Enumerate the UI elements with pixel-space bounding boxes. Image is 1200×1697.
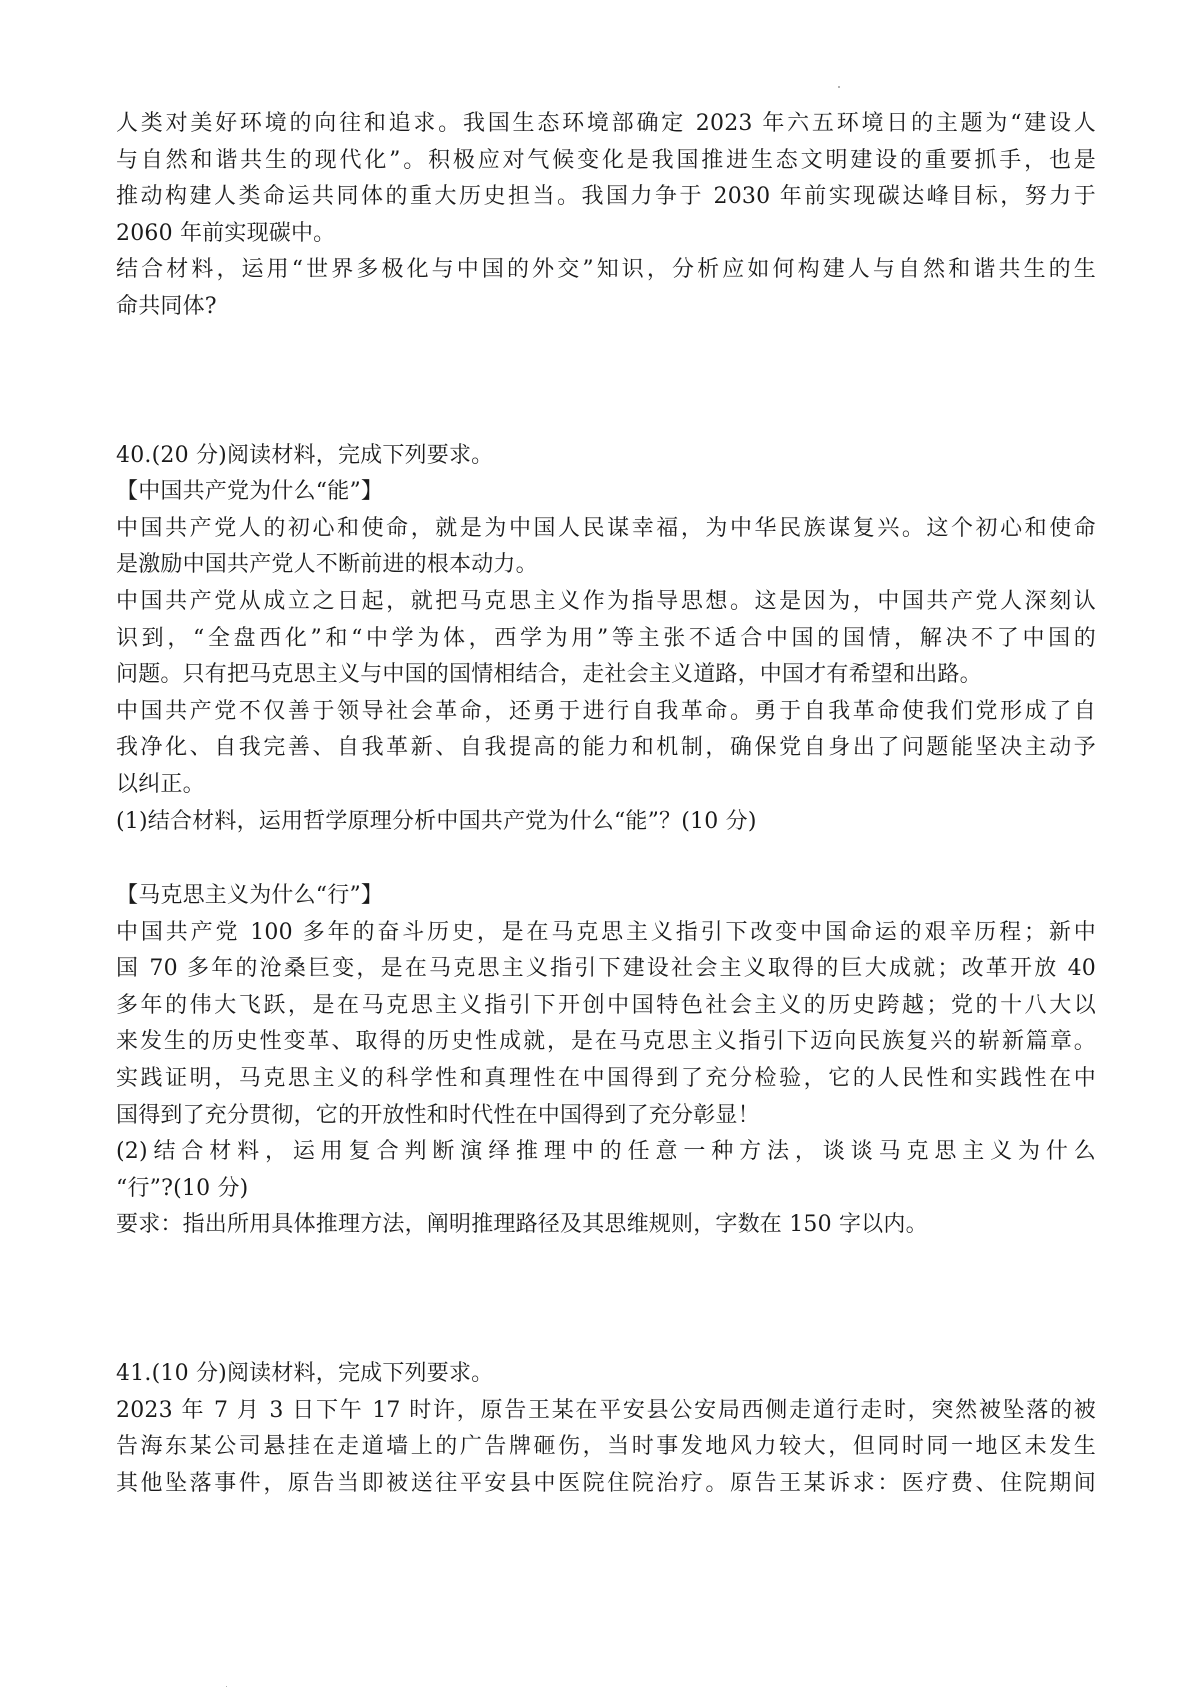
question-line: 命共同体? [116,293,217,319]
q40-requirement: 要求：指出所用具体推理方法，阐明推理路径及其思维规则，字数在 150 字以内。 [116,1212,928,1238]
q41-heading: 41.(10 分)阅读材料，完成下列要求。 [116,1361,494,1387]
q41-block [116,1356,1096,1502]
text-line: 国 70 多年的沧桑巨变，是在马克思主义指引下建设社会主义取得的巨大成就；改革开放 40 [116,956,1096,982]
q40-subquestion-2-cont: “行”?(10 分) [116,1175,249,1201]
question-line: 结合材料，运用“世界多极化与中国的外交”知识，分析应如何构建人与自然和谐共生的生 [116,257,1096,283]
text-line: 多年的伟大飞跃，是在马克思主义指引下开创中国特色社会主义的历史跨越；党的十八大以 [116,992,1096,1018]
text-line: 来发生的历史性变革、取得的历史性成就，是在马克思主义指引下迈向民族复兴的崭新篇章。 [116,1029,1096,1055]
text-line: 实践证明，马克思主义的科学性和真理性在中国得到了充分检验，它的人民性和实践性在中 [116,1066,1096,1092]
text-line: 告海东某公司悬挂在走道墙上的广告牌砸伤，当时事发地风力较大，但同时同一地区未发生 [116,1434,1096,1460]
text-line: 人类对美好环境的向往和追求。我国生态环境部确定 2023 年六五环境日的主题为“建设人 [116,111,1096,136]
text-line: 中国共产党 100 多年的奋斗历史，是在马克思主义指引下改变中国命运的艰辛历程；新中 [116,919,1096,945]
document-page [116,106,1096,1502]
text-line: 2023 年 7 月 3 日下午 17 时许，原告王某在平安县公安局西侧走道行走时，突然被坠落的被 [116,1397,1096,1423]
q40-heading: 40.(20 分)阅读材料，完成下列要求。 [116,442,494,468]
text-line: 推动构建人类命运共同体的重大历史担当。我国力争于 2030 年前实现碳达峰目标，努力于 [116,184,1096,210]
q39-material [116,106,1096,326]
text-line: 与自然和谐共生的现代化”。积极应对气候变化是我国推进生态文明建设的重要抓手，也是 [116,147,1096,173]
text-line: 是激励中国共产党人不断前进的根本动力。 [116,552,538,578]
q40-section1-title: 【中国共产党为什么“能”】 [116,479,384,505]
q40-subquestion-1: (1)结合材料，运用哲学原理分析中国共产党为什么“能”？(10 分) [116,808,757,834]
text-line: 国得到了充分贯彻，它的开放性和时代性在中国得到了充分彰显！ [116,1102,760,1128]
text-line: 其他坠落事件，原告当即被送往平安县中医院住院治疗。原告王某诉求：医疗费、住院期间 [116,1470,1096,1496]
text-line: 中国共产党人的初心和使命，就是为中国人民谋幸福，为中华民族谋复兴。这个初心和使命 [116,515,1096,541]
q40-subquestion-2: (2)结合材料，运用复合判断演绎推理中的任意一种方法，谈谈马克思主义为什么 [116,1139,1096,1165]
text-line: 2060 年前实现碳中。 [116,220,336,246]
text-line: 中国共产党从成立之日起，就把马克思主义作为指导思想。这是因为，中国共产党人深刻认 [116,588,1096,614]
text-line: 识到，“全盘西化”和“中学为体，西学为用”等主张不适合中国的国情，解决不了中国的 [116,625,1096,651]
scan-speck [226,1686,227,1687]
scan-speck [838,86,840,88]
q40-block [116,438,1096,1244]
q40-section2-title: 【马克思主义为什么“行”】 [116,883,384,909]
text-line: 我净化、自我完善、自我革新、自我提高的能力和机制，确保党自身出了问题能坚决主动予 [116,735,1096,761]
text-line: 中国共产党不仅善于领导社会革命，还勇于进行自我革命。勇于自我革命使我们党形成了自 [116,698,1096,724]
text-line: 问题。只有把马克思主义与中国的国情相结合，走社会主义道路，中国才有希望和出路。 [116,662,982,688]
text-line: 以纠正。 [116,771,205,797]
